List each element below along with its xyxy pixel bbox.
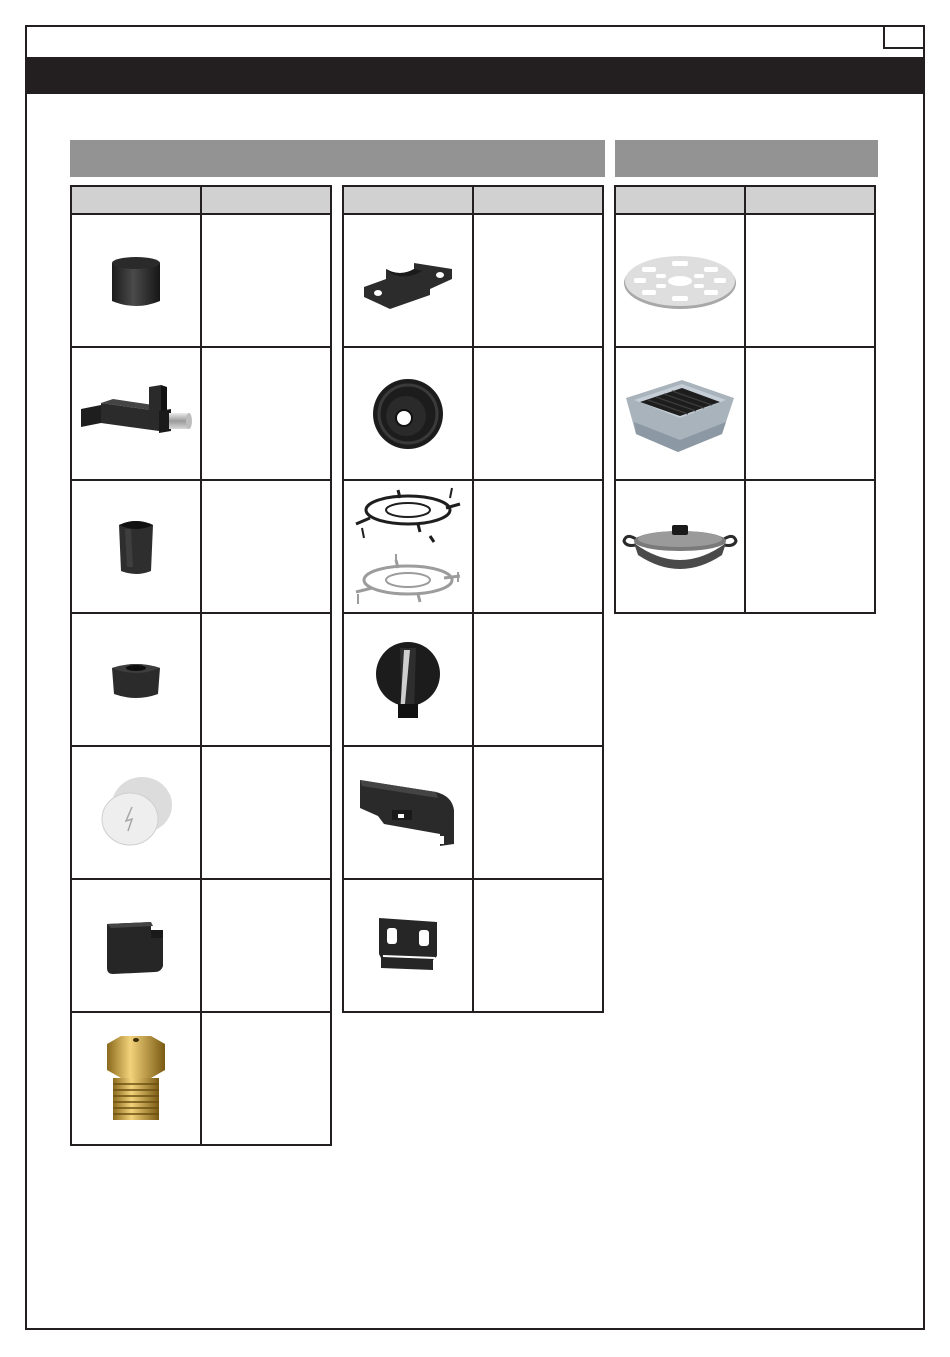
table-row bbox=[71, 1012, 331, 1145]
table-row bbox=[71, 480, 331, 613]
part-description bbox=[473, 214, 603, 347]
part-description bbox=[201, 214, 331, 347]
table-row bbox=[615, 480, 875, 613]
table-row bbox=[343, 480, 603, 613]
brass-nozzle-icon bbox=[72, 1013, 200, 1144]
accessory-description bbox=[745, 480, 875, 613]
table-row bbox=[615, 214, 875, 347]
table-row bbox=[71, 214, 331, 347]
mounting-plate-icon bbox=[344, 880, 472, 1011]
column-header bbox=[201, 186, 331, 214]
gas-valve-spindle-icon bbox=[72, 348, 200, 479]
part-description bbox=[201, 480, 331, 613]
table-row bbox=[71, 613, 331, 746]
table-row bbox=[71, 879, 331, 1012]
accessory-description bbox=[745, 214, 875, 347]
rubber-foot-icon bbox=[72, 614, 200, 745]
column-header bbox=[745, 186, 875, 214]
part-description bbox=[473, 347, 603, 480]
pan-support-rings-icon bbox=[344, 481, 472, 612]
table-row bbox=[343, 347, 603, 480]
burner-diffuser-plate-icon bbox=[616, 215, 744, 346]
parts-table-1 bbox=[70, 185, 332, 1146]
column-header bbox=[473, 186, 603, 214]
part-description bbox=[473, 746, 603, 879]
part-description bbox=[201, 879, 331, 1012]
burner-cap-icon bbox=[344, 348, 472, 479]
section-header-accessories bbox=[615, 140, 878, 177]
accessory-description bbox=[745, 347, 875, 480]
column-header bbox=[343, 186, 473, 214]
rectangular-rubber-sleeve-icon bbox=[72, 481, 200, 612]
black-end-cover-icon bbox=[72, 880, 200, 1011]
table-header-row bbox=[615, 186, 875, 214]
part-description bbox=[473, 879, 603, 1012]
black-cylinder-sleeve-icon bbox=[72, 215, 200, 346]
page-number-box bbox=[883, 25, 925, 49]
paella-pan-with-lid-icon bbox=[616, 481, 744, 612]
white-end-cap-icon bbox=[72, 747, 200, 878]
table-row bbox=[615, 347, 875, 480]
part-description bbox=[201, 347, 331, 480]
part-description bbox=[473, 480, 603, 613]
part-description bbox=[201, 746, 331, 879]
column-header bbox=[71, 186, 201, 214]
table-row bbox=[71, 347, 331, 480]
table-row bbox=[343, 746, 603, 879]
heat-shield-bracket-icon bbox=[344, 747, 472, 878]
table-row bbox=[343, 214, 603, 347]
column-header bbox=[615, 186, 745, 214]
part-description bbox=[201, 613, 331, 746]
part-description bbox=[473, 613, 603, 746]
parts-table-2 bbox=[342, 185, 604, 1013]
part-description bbox=[201, 1012, 331, 1145]
section-header-parts bbox=[70, 140, 605, 177]
table-header-row bbox=[343, 186, 603, 214]
table-row bbox=[71, 746, 331, 879]
table-header-row bbox=[71, 186, 331, 214]
accessories-table bbox=[614, 185, 876, 614]
burner-bracket-icon bbox=[344, 215, 472, 346]
control-knob-icon bbox=[344, 614, 472, 745]
table-row bbox=[343, 879, 603, 1012]
header-bar bbox=[25, 57, 925, 94]
table-row bbox=[343, 613, 603, 746]
grill-pan-icon bbox=[616, 348, 744, 479]
